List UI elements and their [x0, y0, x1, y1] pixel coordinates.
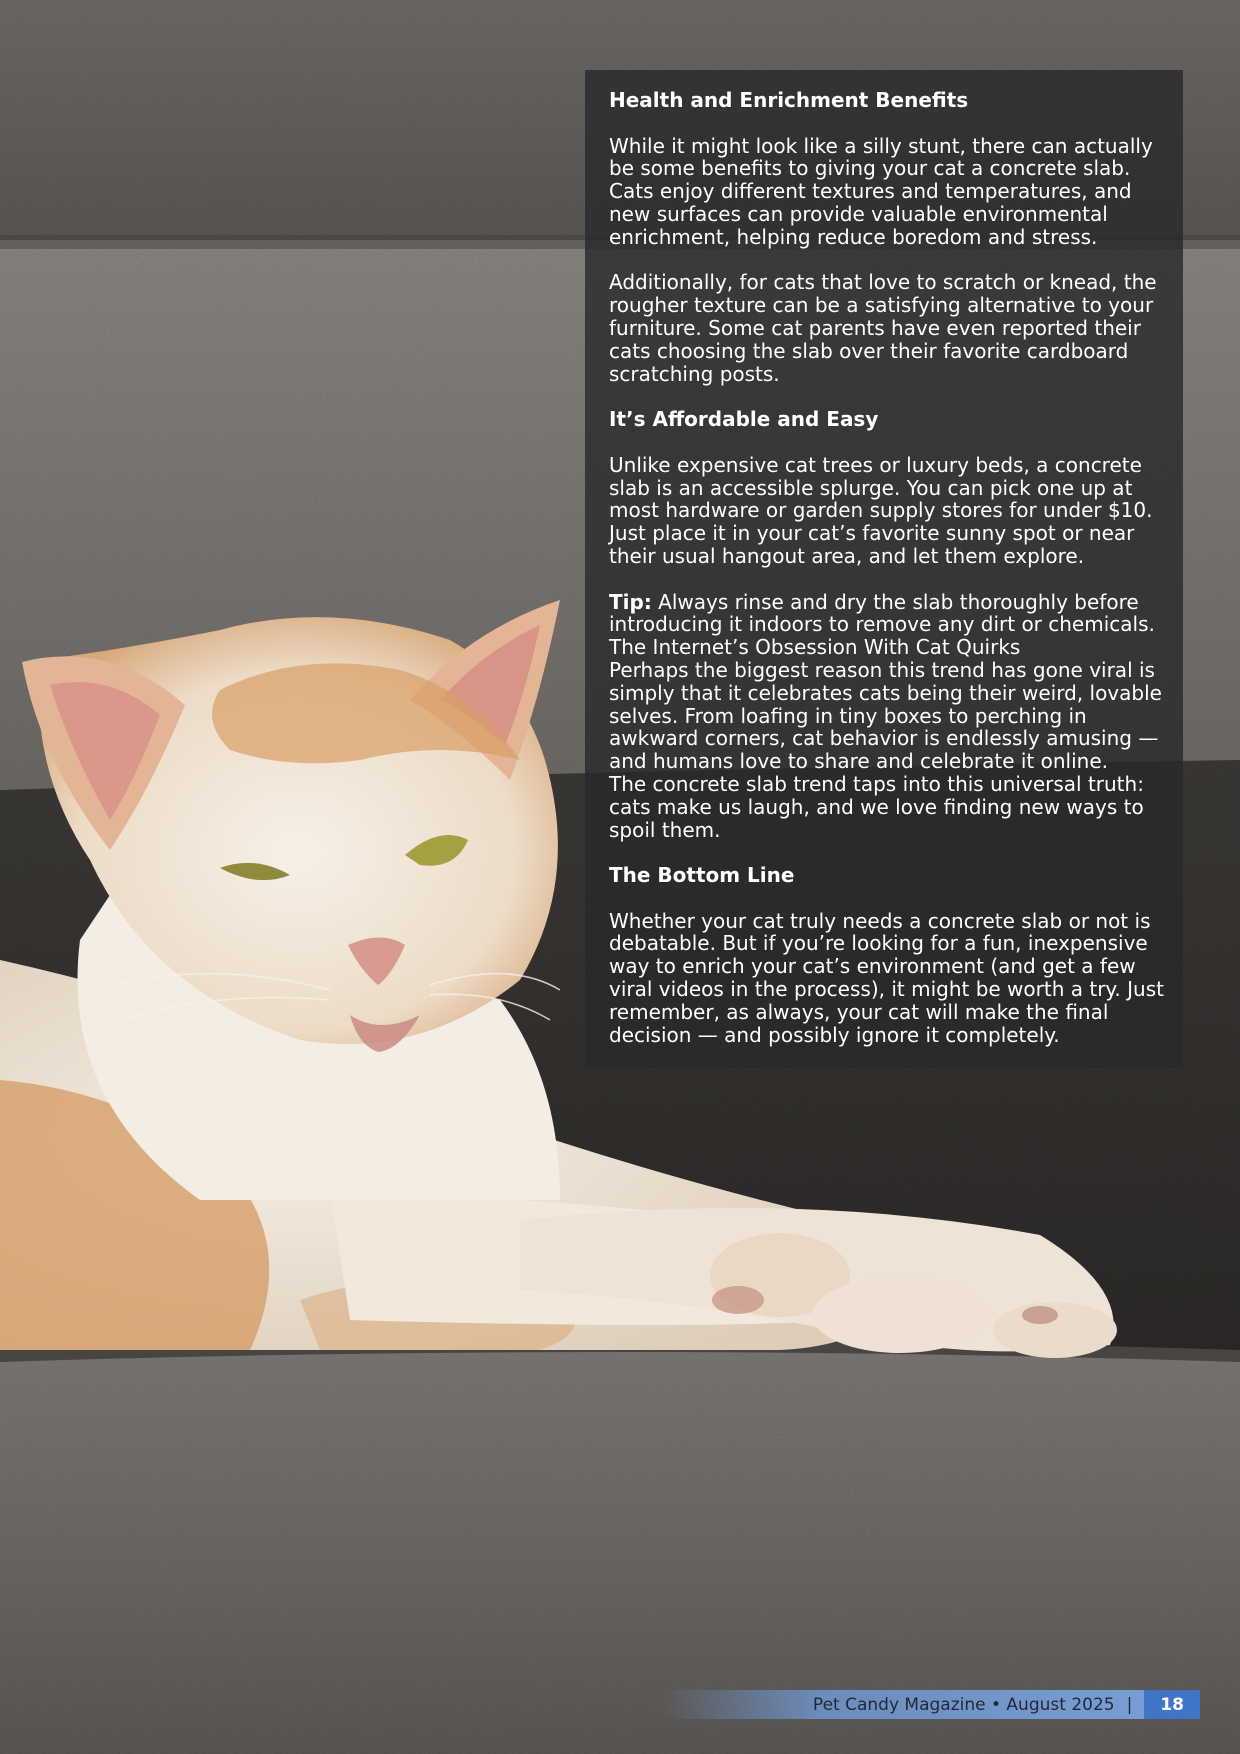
page-number: 18 — [1144, 1690, 1200, 1719]
tip-text: Always rinse and dry the slab thoroughly before introducing it indoors to remove any dirt or chemicals. — [609, 589, 1155, 637]
section-heading-health: Health and Enrichment Benefits — [609, 88, 969, 112]
paragraph-affordable-1: Unlike expensive cat trees or luxury beds, a concrete slab is an accessible splurge. You can pick one up at most hardware or garden supply stores for under $10. Just place it in your cat’s favorite sunny spot or near their usual hangout area, and let them explore. — [609, 452, 1153, 568]
page-footer — [660, 1690, 1200, 1719]
section-heading-affordable: It’s Affordable and Easy — [609, 407, 879, 432]
section-heading-quirks: The Internet’s Obsession With Cat Quirks — [609, 635, 1021, 660]
tip-paragraph — [609, 591, 1165, 637]
paragraph-quirks-2: The concrete slab trend taps into this universal truth: cats make us laugh, and we love finding new ways to spoil them. — [609, 771, 1144, 842]
footer-separator: | — [1126, 1694, 1133, 1715]
paragraph-health-1: While it might look like a silly stunt, there can actually be some benefits to giving your cat a concrete slab. Cats enjoy different textures and temperatures, and new surfaces can provide valuable environmental enrichment, helping reduce boredom and stress. — [609, 133, 1153, 249]
publication-label: Pet Candy Magazine • August 2025 — [812, 1694, 1115, 1715]
paragraph-quirks-1: Perhaps the biggest reason this trend has gone viral is simply that it celebrates cats being their weird, lovable selves. From loafing in tiny boxes to perching in awkward corners, cat behavior is endlessly amusing — and humans love to share and celebrate it online. — [609, 657, 1162, 774]
tip-label: Tip: — [609, 589, 652, 614]
paragraph-bottom-line-1: Whether your cat truly needs a concrete slab or not is debatable. But if you’re looking for a fun, inexpensive way to enrich your cat’s environment (and get a few viral videos in the process), it might be worth a try. Just remember, as always, your cat will make the final decision — and possibly ignore it completely. — [609, 908, 1164, 1047]
section-heading-bottom-line: The Bottom Line — [609, 863, 795, 888]
article-text-panel — [585, 70, 1183, 1068]
paragraph-health-2: Additionally, for cats that love to scratch or knead, the rougher texture can be a satisfying alternative to your furniture. Some cat parents have even reported their cats choosing the slab over their favorite cardboard scratching posts. — [609, 270, 1157, 386]
